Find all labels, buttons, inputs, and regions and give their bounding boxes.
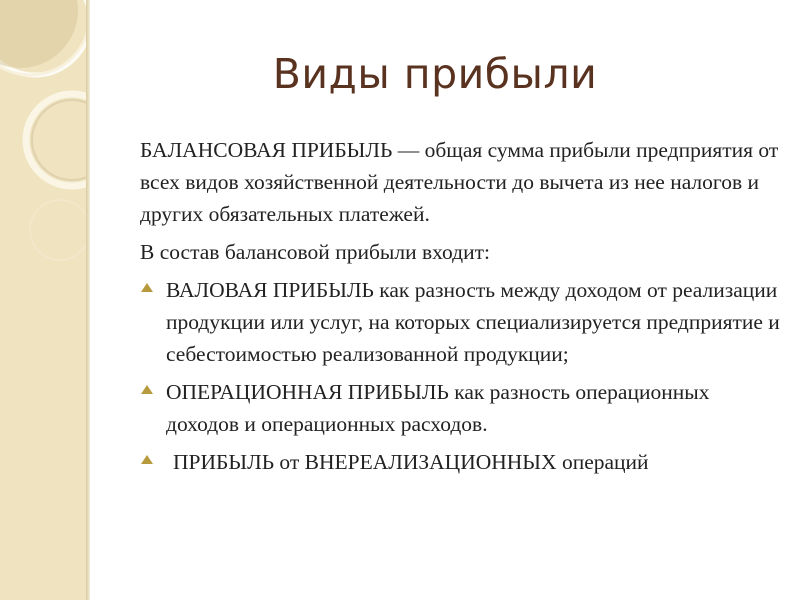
list-item — [140, 274, 780, 370]
list-item — [140, 376, 780, 440]
circle-rings-decoration — [0, 0, 86, 600]
slide-body — [140, 134, 780, 484]
side-panel-edge — [86, 0, 90, 600]
list-item — [140, 446, 780, 478]
intro-paragraph: БАЛАНСОВАЯ ПРИБЫЛЬ — общая сумма прибыли предприятия от всех видов хозяйственной деятельности до вычета из нее налогов и других обязательных платежей. — [140, 138, 779, 226]
decorative-side-panel — [0, 0, 86, 600]
list-item-text: ОПЕРАЦИОННАЯ ПРИБЫЛЬ как разность операционных доходов и операционных расходов. — [166, 380, 710, 436]
triangle-bullet-icon — [141, 455, 153, 464]
list-item-text: ВАЛОВАЯ ПРИБЫЛЬ как разность между доходом от реализации продукции или услуг, на которых специализируется предприятие и себестоимостью реализованной продукции; — [166, 278, 780, 366]
triangle-bullet-icon — [141, 283, 153, 292]
slide-title: Виды прибыли — [272, 50, 598, 98]
composition-paragraph: В состав балансовой прибыли входит: — [140, 240, 490, 264]
list-item-text: ПРИБЫЛЬ от ВНЕРЕАЛИЗАЦИОННЫХ операций — [173, 450, 649, 474]
triangle-bullet-icon — [141, 385, 153, 394]
